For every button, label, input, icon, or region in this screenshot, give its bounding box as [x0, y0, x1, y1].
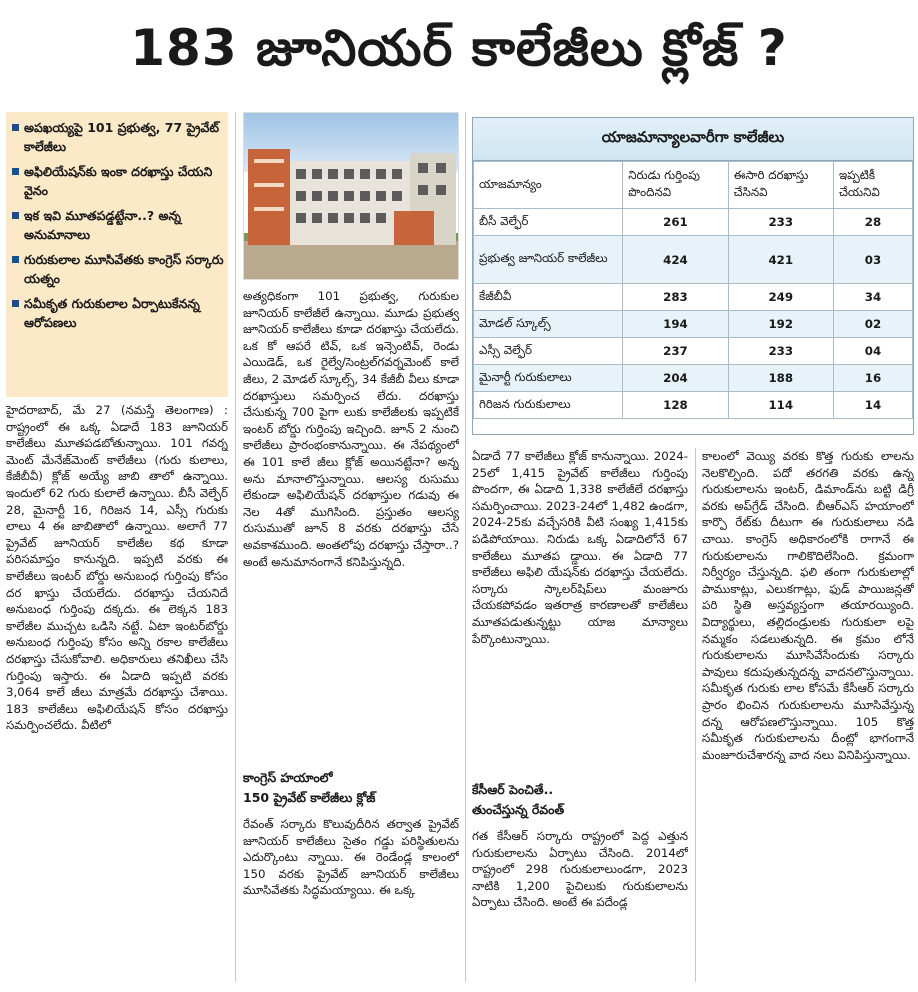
colleges-by-management-table — [472, 117, 914, 435]
table-header: ఇప్పటికీ చేయనివి — [833, 162, 912, 209]
table-header: నిరుడు గుర్తింపు పొందినవి — [623, 162, 728, 209]
article-text: గత కేసీఆర్ సర్కారు రాష్ట్రంలో పెద్ద ఎత్తున గురుకులాలను ఏర్పాటు చేసింది. 2014లో రాష్ట్రంలో 298 గురుకులాలుండగా, 2023 నాటికి 1,200 పైచిలుకు గురుకులాలను ఏర్పాటు చేసింది. అంటే ఈ పదేండ్ల — [472, 829, 688, 910]
table-cell: 114 — [728, 392, 833, 419]
article-text: హైదరాబాద్, మే 27 (నమస్తే తెలంగాణ) : రాష్ట్రంలో ఈ ఒక్క ఏడాదే 183 జూనియర్ కాలేజీలు మూతపడబోతున్నాయి. 101 గవర్న మెంట్ మేనేజ్‌మెంట్ కాలేజీలు (గురు కులాలు, కేజీబీవీ) క్లోజ్ అయ్యే జాబి తాలో ఉన్నాయి. ఇందులో 62 గురు కులాలే ఉన్నాయి. బీసీ వెల్ఫేర్ 28, మైనార్టీ 16, గిరిజన 14, ఎస్సీ గురుకు లాలు 4 ఈ జాబితాలో ఉన్నాయి. అలాగే 77 ప్రైవేట్ జూనియర్ కాలేజీల కథ కూడా పరిసమాప్తం కానున్నది. ఇప్పటి వరకు ఈ కాలేజీలు ఇంటర్ బోర్డు అనుబంధ గుర్తింపు కోసం దర ఖాస్తు చేయలేదు. దరఖాస్తు చేయనిదే అనుబంధ గుర్తింపు దక్కదు. ఈ లెక్కన 183 కాలేజీల ముచ్చట ఒడిసి నట్టే. ఏటా ఇంటర్‌బోర్డు అనుబంధ గుర్తింపు కోసం అన్ని రకాల కాలేజీలు దరఖాస్తు చేసుకోవాలి. అధికారులు తనిఖీలు చేసి గుర్తింపు ఇస్తారు. ఈ ఏడాది ఇప్పటి వరకు 3,064 కాలే జీలు మాత్రమే దరఖాస్తు చేశాయి. 183 కాలేజీలు అఫిలియేషన్ కోసం దరఖాస్తు సమర్పించలేదు. వీటిలో — [6, 403, 228, 733]
table-cell: 421 — [728, 236, 833, 284]
table-cell: ఎస్సీ వెల్ఫేర్ — [474, 338, 623, 365]
table-cell: 424 — [623, 236, 728, 284]
table-cell: 283 — [623, 284, 728, 311]
table-cell: 237 — [623, 338, 728, 365]
table-cell: 188 — [728, 365, 833, 392]
bullet-icon — [12, 212, 19, 219]
article-text: కాలంలో వెయ్యి వరకు కొత్త గురుకు లాలను నెలకొల్పింది. పదో తరగతి వరకు ఉన్న గురుకులాలను ఇంటర్, డిమాండ్‌ను బట్టి డిగ్రీ వరకు అప్‌గ్రేడ్ చేసింది. బీఆర్ఎస్ హయాంలో కార్పొ రేట్‌కు దీటుగా ఈ గురుకులాలు నడి చాయి. కాంగ్రెస్ అధికారంలోకి రాగానే ఈ గురుకులాలను గాలికొదిలేసింది. క్రమంగా నిర్వీర్యం చేస్తున్నది. ఫలి తంగా గురుకులాల్లో పాముకాట్లు, ఎలుకగాట్లు, ఫుడ్ పాయిజన్లతో పరి స్థితి అస్తవ్యస్తంగా తయారయ్యింది. విద్యార్థులు, తల్లిదండ్రులకు గురుకులా లపై నమ్మకం సడలుతున్నది. ఈ క్రమం లోనే గురుకులాలను మూసివేసేందుకు సర్కారు పావులు కదుపుతున్నదన్న వాదనలొస్తున్నాయి. సమీకృత గురుకు లాల కోసమే కేసీఆర్ సర్కారు ప్రారం భించిన గురుకులాలను మూసివేస్తున్న దన్న ఆరోపణలొస్తున్నాయి. 105 కొత్త సమీకృత గురుకులాలను దీంట్లో భాగంగానే మంజూరుచేశారన్న వాద నలు వినిపిస్తున్నాయి. — [702, 449, 914, 762]
table-cell: ప్రభుత్వ జూనియర్ కాలేజీలు — [474, 236, 623, 284]
table-header: ఈసారి దరఖాస్తు చేసినవి — [728, 162, 833, 209]
column-divider — [695, 448, 696, 982]
table-cell: 34 — [833, 284, 912, 311]
table-cell: 28 — [833, 209, 912, 236]
article-column-1 — [6, 402, 228, 982]
article-text: ఏడాదే 77 కాలేజీలు క్లోజ్ కానున్నాయి. 2024-25లో 1,415 ప్రైవేట్ కాలేజీలు గుర్తింపు పొందగా, ఈ ఏడాది 1,338 కాలేజీలే దరఖాస్తు సమర్పించాయి. 2023-24లో 1,482 ఉండగా, 2024-25కు వచ్చేసరికి వీటి సంఖ్య 1,415కు పడిపోయాయి. నిరుడు ఒక్క ఏడాదిలోనే 67 కాలేజీలు మూతప డ్డాయి. ఈ ఏడాది 77 కాలేజీలు అఫిలి యేషన్‌కు దరఖాస్తు చేయలేదు. సర్కారు స్కాలర్‌షిప్‌లు మంజూరు చేయకపోవడం ఇతరాత్ర కారణాలతో కాలేజీలు మూతపడుతున్నట్టు యాజ మాన్యాలు పేర్కొంటున్నాయి. — [472, 449, 688, 646]
bullet-icon — [12, 256, 19, 263]
college-building-photo — [243, 112, 459, 280]
table-cell: గిరిజన గురుకులాలు — [474, 392, 623, 419]
table-cell: 02 — [833, 311, 912, 338]
table-cell: 14 — [833, 392, 912, 419]
article-column-4 — [702, 448, 914, 982]
column-divider — [235, 112, 236, 982]
highlight-item: అఫిలియేషన్‌కు ఇంకా దరఖాస్తు చేయని వైనం — [12, 162, 224, 200]
table-cell: 04 — [833, 338, 912, 365]
highlights-box — [6, 112, 228, 397]
highlight-item: గురుకులాల మూసివేతకు కాంగ్రెస్ సర్కారు యత్నం — [12, 250, 224, 288]
highlight-item: సమీకృత గురుకులాల ఏర్పాటుకేనన్న ఆరోపణలు — [12, 294, 224, 332]
data-table — [473, 161, 913, 419]
table-cell: 233 — [728, 338, 833, 365]
table-cell: 03 — [833, 236, 912, 284]
highlight-item: ఇక ఇవి మూతపడ్డట్టేనా..? అన్న అనుమానాలు — [12, 206, 224, 244]
article-text: అత్యధికంగా 101 ప్రభుత్వ, గురుకుల జూనియర్ కాలేజీలే ఉన్నాయి. మూడు ప్రభుత్వ జూనియర్ కాలేజీలు కూడా దరఖాస్తు చేయలేదు. ఒక కో ఆపరే టివ్, ఒక ఇన్సెంటివ్, రెండు ఎయిడెడ్, ఒక రైల్వే/సెంట్రల్‌గవర్నమెంట్ కాలే జీలు, 2 మోడల్ స్కూల్స్, 34 కేజీబీ వీలు కూడా దరఖాస్తులు సమర్పించ లేదు. దరఖాస్తు చేసుకున్న 700 పైగా లుకు కాలేజీలకు ఇప్పటికే ఇంటర్ బోర్డు గుర్తింపు ఇచ్చింది. జూన్ 2 నుంచి కాలేజీలు ప్రారంభంకానున్నాయి. ఈ నేపథ్యంలో ఈ 101 కాలే జీలు క్లోజ్ అయినట్టేనా? అన్న అను మానాలొస్తున్నాయి. ఆలస్య రుసుము లేకుండా అఫిలియేషన్ దరఖాస్తుల గడువు ఈ నెల 4తో ముగిసింది. ప్రస్తుతం ఆలస్య రుసుముతో జూన్ 8 వరకు దరఖాస్తు చేసే అవకాశముంది. అంతలోపు దరఖాస్తు చేస్తారా..? అంటే అనుమానంగానే కనిపిస్తున్నది. — [243, 289, 459, 569]
column-divider — [465, 112, 466, 982]
bullet-icon — [12, 300, 19, 307]
table-row — [474, 392, 913, 419]
table-cell: 204 — [623, 365, 728, 392]
table-cell: 249 — [728, 284, 833, 311]
table-row — [474, 365, 913, 392]
table-row — [474, 311, 913, 338]
table-cell: బీసీ వెల్ఫేర్ — [474, 209, 623, 236]
table-title: యాజమాన్యాలవారీగా కాలేజీలు — [473, 118, 913, 161]
table-cell: 128 — [623, 392, 728, 419]
bullet-icon — [12, 168, 19, 175]
table-row — [474, 236, 913, 284]
subheading-congress: కాంగ్రెస్ హయాంలో 150 ప్రైవేట్ కాలేజీలు క్లోజ్ — [243, 770, 376, 805]
table-row — [474, 284, 913, 311]
table-cell: మోడల్ స్కూల్స్ — [474, 311, 623, 338]
article-column-2-top — [243, 288, 459, 748]
table-cell: 233 — [728, 209, 833, 236]
article-text: రేవంత్ సర్కారు కొలువుదీరిన తర్వాత ప్రైవేట్ జూనియర్ కాలేజీలు సైతం గడ్డు పరిస్థితులను ఎదుర్కొంటు న్నాయి. ఈ రెండేండ్ల కాలంలో 150 వరకు ప్రైవేట్ జూనియర్ కాలేజీలు మూసివేతకు సిద్ధమయ్యాయి. ఈ ఒక్క — [243, 817, 459, 898]
article-column-3-bottom — [472, 828, 688, 982]
table-cell: 194 — [623, 311, 728, 338]
table-header: యాజమాన్యం — [474, 162, 623, 209]
building-illustration — [244, 113, 459, 280]
table-cell: మైనార్టీ గురుకులాలు — [474, 365, 623, 392]
table-header-row — [474, 162, 913, 209]
subheading-kcr: కేసీఆర్ పెంచితే.. తుంచేస్తున్న రేవంత్ — [472, 782, 565, 817]
table-cell: 192 — [728, 311, 833, 338]
table-row — [474, 209, 913, 236]
highlight-item: అపఖయ్యపై 101 ప్రభుత్వ, 77 ప్రైవేట్ కాలేజీలు — [12, 118, 224, 156]
table-cell: 16 — [833, 365, 912, 392]
article-column-2-bottom — [243, 816, 459, 982]
bullet-icon — [12, 124, 19, 131]
table-row — [474, 338, 913, 365]
headline: 183 జూనియర్ కాలేజీలు క్లోజ్ ? — [130, 18, 788, 77]
table-cell: కేజీబీవీ — [474, 284, 623, 311]
table-cell: 261 — [623, 209, 728, 236]
article-column-3-top — [472, 448, 688, 748]
